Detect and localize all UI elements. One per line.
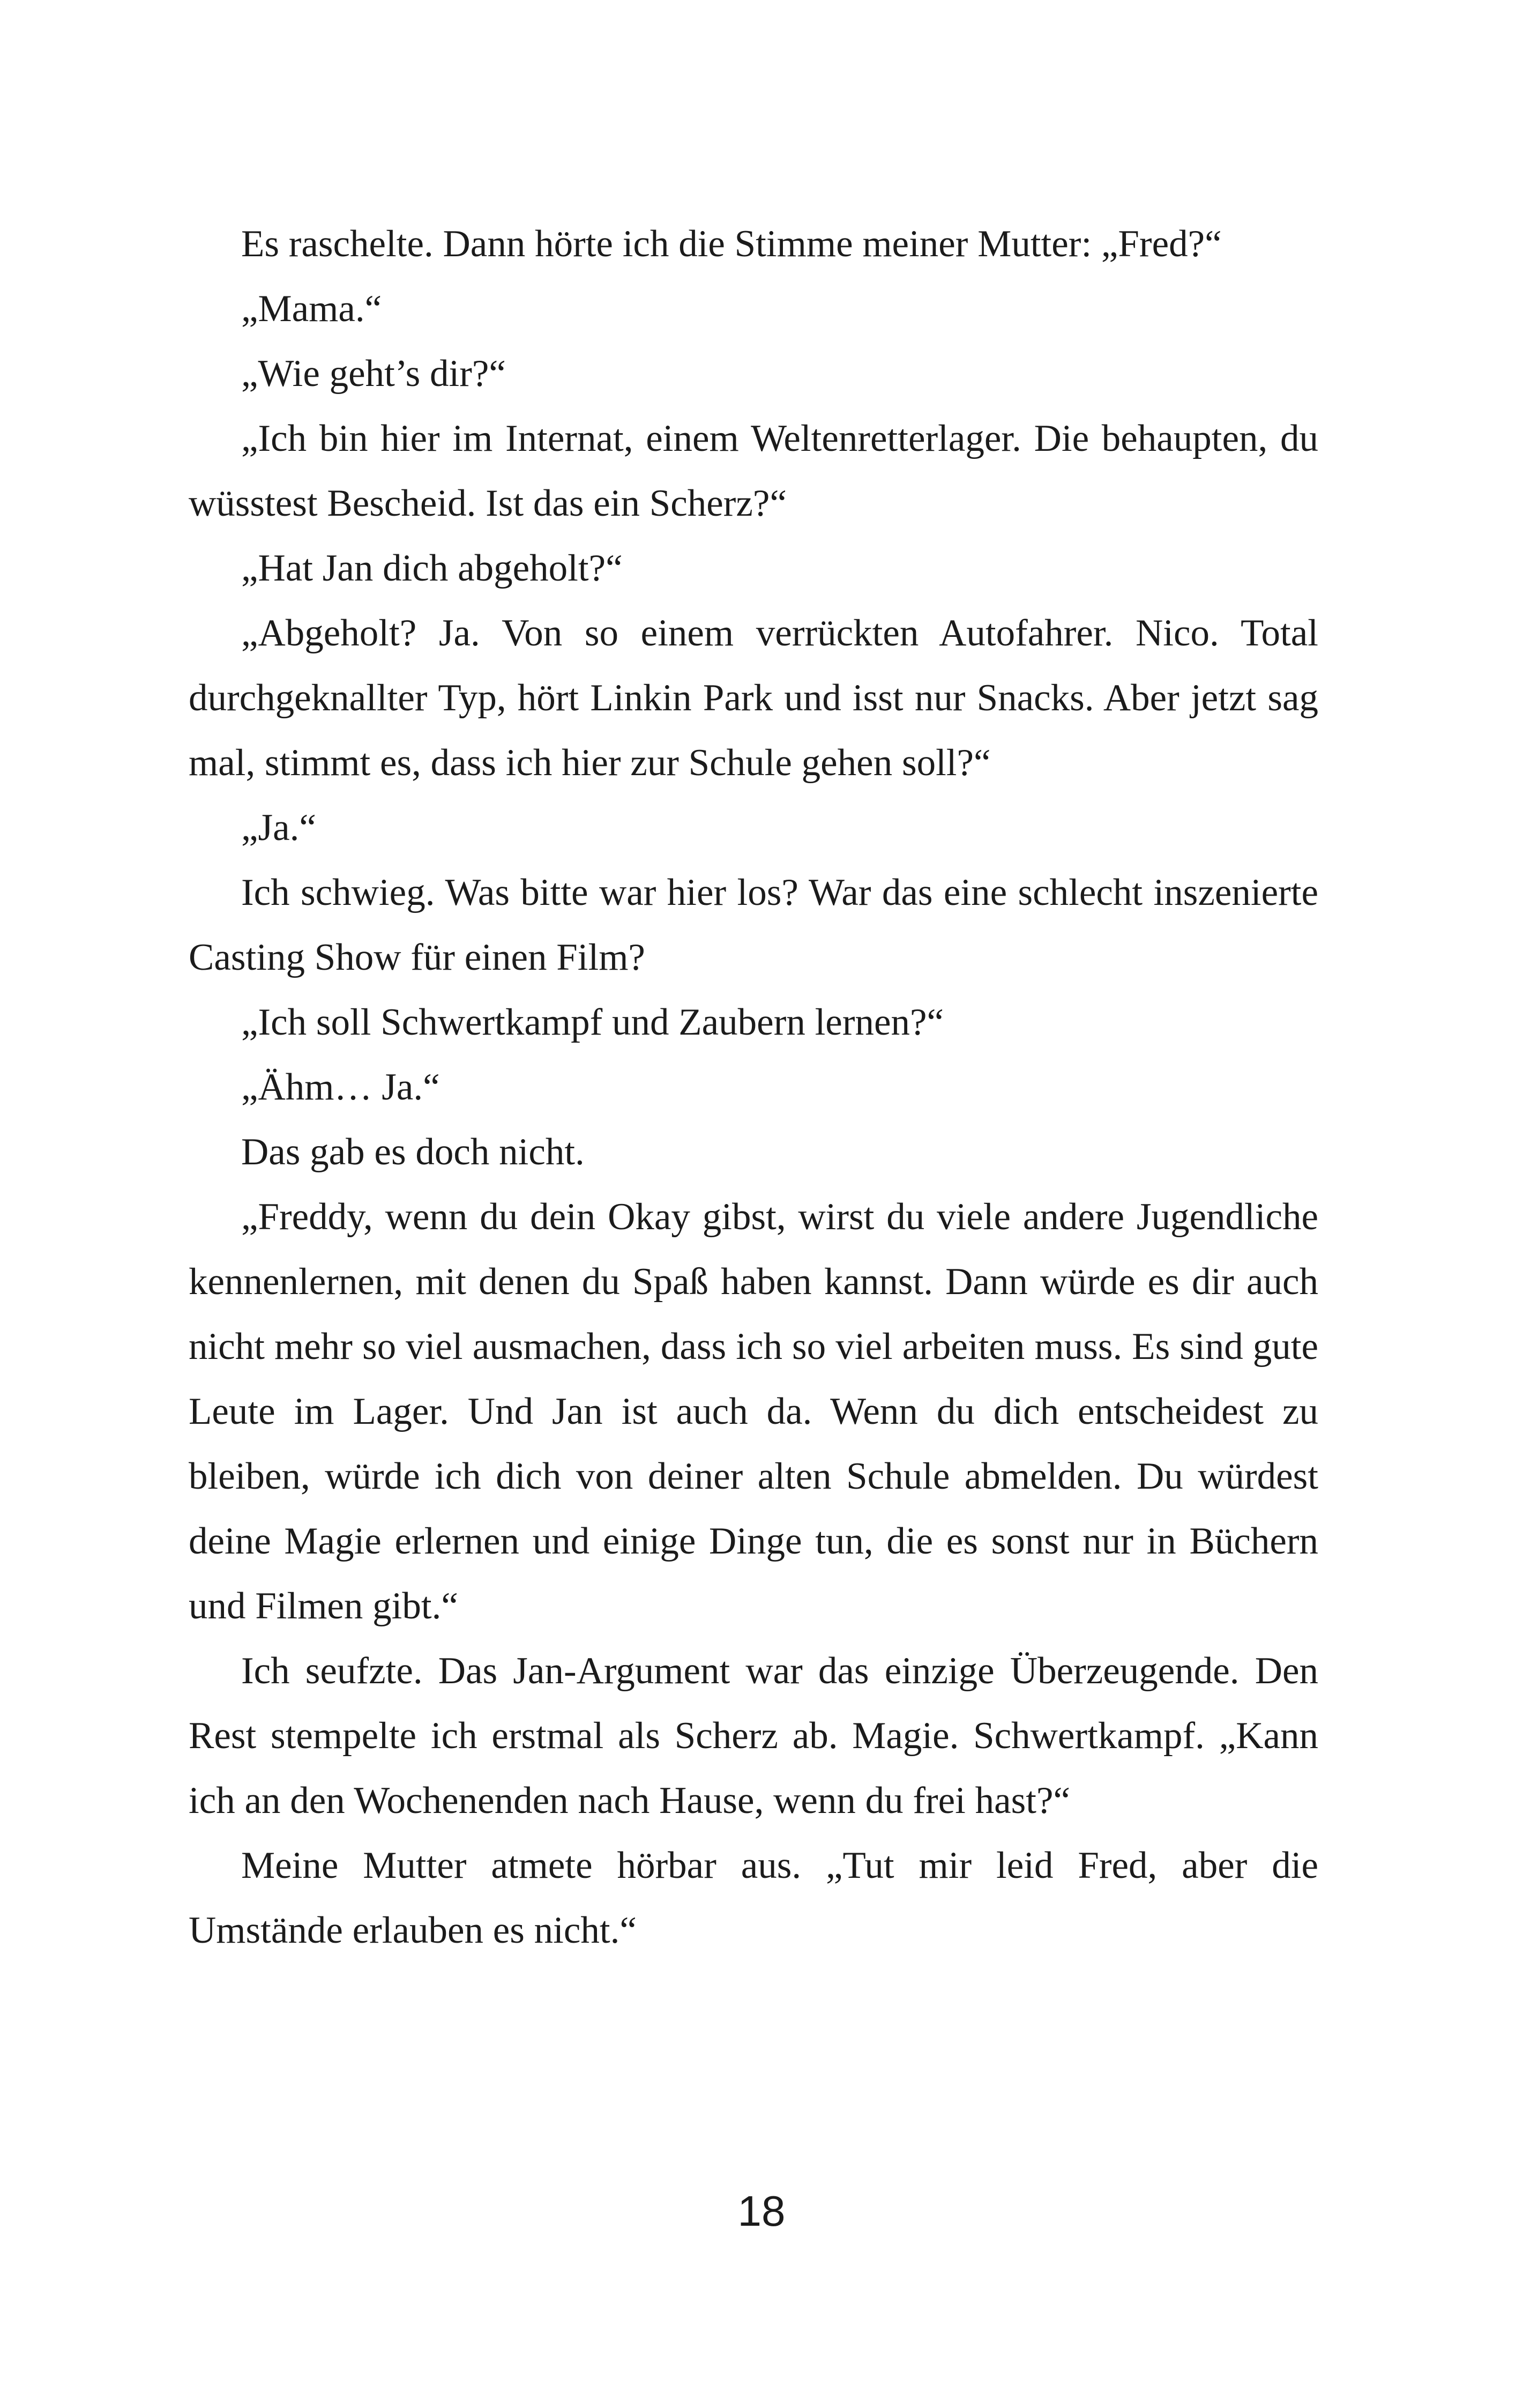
paragraph: „Wie geht’s dir?“: [241, 353, 506, 395]
paragraph: Ich schwieg. Was bitte war hier los? War das eine schlecht inszenierte Casting Show für einen Film?: [189, 872, 1318, 978]
paragraph: „Mama.“: [241, 288, 382, 330]
page-number: 18: [737, 2187, 786, 2235]
paragraph: „Abgeholt? Ja. Von so einem verrückten Autofahrer. Nico. Total durchgeknallter Typ, hört Linkin Park und isst nur Snacks. Aber jetzt sag mal, stimmt es, dass ich hier zur Schule gehen soll?“: [189, 612, 1318, 784]
paragraph: „Ich bin hier im Internat, einem Weltenretterlager. Die behaupten, du wüsstest Bescheid. Ist das ein Scherz?“: [189, 418, 1318, 524]
paragraph: „Ähm… Ja.“: [241, 1066, 440, 1108]
paragraph: „Hat Jan dich abgeholt?“: [241, 547, 623, 589]
paragraph: „Freddy, wenn du dein Okay gibst, wirst du viele andere Jugendliche kennenlernen, mit denen du Spaß haben kannst. Dann würde es dir auch nicht mehr so viel ausmachen, dass ich so viel arbeiten muss. Es sind gute Leute im Lager. Und Jan ist auch da. Wenn du dich entscheidest zu bleiben, würde ich dich von deiner alten Schule abmelden. Du würdest deine Magie erlernen und einige Dinge tun, die es sonst nur in Büchern und Filmen gibt.“: [189, 1196, 1318, 1627]
paragraph: Das gab es doch nicht.: [241, 1131, 585, 1173]
page-body: [189, 212, 1318, 1963]
paragraph: Ich seufzte. Das Jan-Argument war das einzige Überzeugende. Den Rest stempelte ich erstmal als Scherz ab. Magie. Schwertkampf. „Kann ich an den Wochenenden nach Hause, wenn du frei hast?“: [189, 1650, 1318, 1822]
paragraph: „Ich soll Schwertkampf und Zaubern lernen?“: [241, 1001, 944, 1043]
paragraph: Es raschelte. Dann hörte ich die Stimme meiner Mutter: „Fred?“: [241, 223, 1222, 265]
paragraph: „Ja.“: [241, 807, 316, 849]
paragraph: Meine Mutter atmete hörbar aus. „Tut mir leid Fred, aber die Umstände erlauben es nicht.“: [189, 1845, 1318, 1951]
